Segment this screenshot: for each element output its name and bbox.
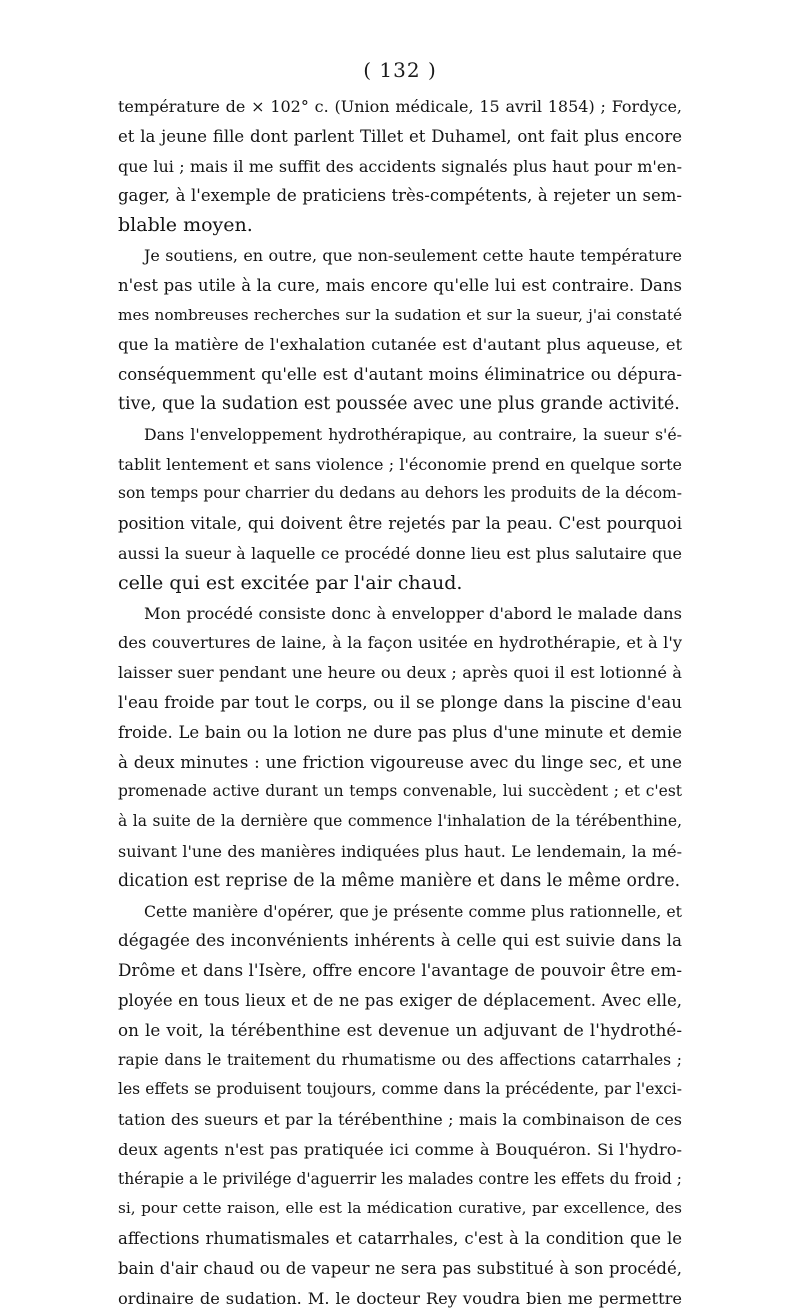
- text-line: mes nombreuses recherches sur la sudation et sur la sueur, j'ai constaté: [118, 305, 682, 324]
- text-line: rapie dans le traitement du rhumatisme ou des affections catarrhales ;: [118, 1050, 682, 1069]
- text-line: aussi la sueur à laquelle ce procédé donne lieu est plus salutaire que: [118, 543, 682, 563]
- text-line: froide. Le bain ou la lotion ne dure pas plus d'une minute et demie: [118, 722, 682, 742]
- text-line: dication est reprise de la même manière et dans le même ordre.: [118, 870, 681, 891]
- text-line: conséquemment qu'elle est d'autant moins éliminatrice ou dépura-: [118, 365, 682, 385]
- text-line: l'eau froide par tout le corps, ou il se plonge dans la piscine d'eau: [118, 691, 682, 712]
- text-line: on le voit, la térébenthine est devenue un adjuvant de l'hydrothé-: [118, 1019, 682, 1040]
- text-line: celle qui est excitée par l'air chaud.: [118, 571, 463, 594]
- text-line: et la jeune fille dont parlent Tillet et Duhamel, ont fait plus encore: [118, 126, 682, 146]
- text-line: suivant l'une des manières indiquées plus haut. Le lendemain, la mé-: [118, 841, 682, 861]
- text-line: si, pour cette raison, elle est la médication curative, par excellence, des: [118, 1199, 682, 1218]
- text-line: à deux minutes : une friction vigoureuse avec du linge sec, et une: [118, 751, 682, 772]
- text-line: laisser suer pendant une heure ou deux ; après quoi il est lotionné à: [118, 663, 682, 683]
- text-line: position vitale, qui doivent être rejetés par la peau. C'est pourquoi: [118, 514, 682, 534]
- text-line: deux agents n'est pas pratiquée ici comme à Bouquéron. Si l'hydro-: [118, 1139, 682, 1159]
- text-line: Cette manière d'opérer, que je présente comme plus rationnelle, et: [144, 901, 682, 921]
- text-line: tive, que la sudation est poussée avec une plus grande activité.: [118, 393, 680, 414]
- text-line: les effets se produisent toujours, comme dans la précédente, par l'exci-: [118, 1080, 682, 1099]
- text-line: n'est pas utile à la cure, mais encore qu'elle lui est contraire. Dans: [118, 275, 682, 295]
- text-line: que lui ; mais il me suffit des accidents signalés plus haut pour m'en-: [118, 156, 682, 176]
- text-line: bain d'air chaud ou de vapeur ne sera pas substitué à son procédé,: [118, 1259, 682, 1279]
- text-line: tablit lentement et sans violence ; l'économie prend en quelque sorte: [118, 454, 682, 474]
- text-line: Drôme et dans l'Isère, offre encore l'avantage de pouvoir être em-: [118, 960, 682, 981]
- text-line: gager, à l'exemple de praticiens très-compétents, à rejeter un sem-: [118, 186, 682, 206]
- text-line: des couvertures de laine, à la façon usitée en hydrothérapie, et à l'y: [118, 633, 682, 653]
- text-line: son temps pour charrier du dedans au dehors les produits de la décom-: [118, 484, 682, 503]
- text-line: ordinaire de sudation. M. le docteur Rey voudra bien me permettre: [118, 1288, 682, 1308]
- text-line: ployée en tous lieux et de ne pas exiger de déplacement. Avec elle,: [118, 990, 682, 1010]
- text-line: Je soutiens, en outre, que non-seulement cette haute température: [144, 245, 682, 265]
- text-line: à la suite de la dernière que commence l'inhalation de la térébenthine,: [118, 812, 682, 831]
- text-line: tation des sueurs et par la térébenthine ; mais la combinaison de ces: [118, 1110, 682, 1130]
- text-line: Mon procédé consiste donc à envelopper d'abord le malade dans: [144, 603, 682, 623]
- page-number: ( 132 ): [363, 58, 437, 82]
- body-text: [118, 92, 682, 1314]
- text-line: Dans l'enveloppement hydrothérapique, au contraire, la sueur s'é-: [144, 424, 682, 444]
- text-line: dégagée des inconvénients inhérents à celle qui est suivie dans la: [118, 930, 682, 951]
- text-line: thérapie a le privilége d'aguerrir les malades contre les effets du froid ;: [118, 1169, 682, 1188]
- text-line: température de × 102° c. (Union médicale, 15 avril 1854) ; Fordyce,: [118, 97, 682, 116]
- text-line: affections rhumatismales et catarrhales, c'est à la condition que le: [118, 1229, 682, 1249]
- text-line: que la matière de l'exhalation cutanée est d'autant plus aqueuse, et: [118, 335, 682, 355]
- text-line: blable moyen.: [118, 214, 253, 237]
- text-line: promenade active durant un temps convenable, lui succèdent ; et c'est: [118, 782, 682, 801]
